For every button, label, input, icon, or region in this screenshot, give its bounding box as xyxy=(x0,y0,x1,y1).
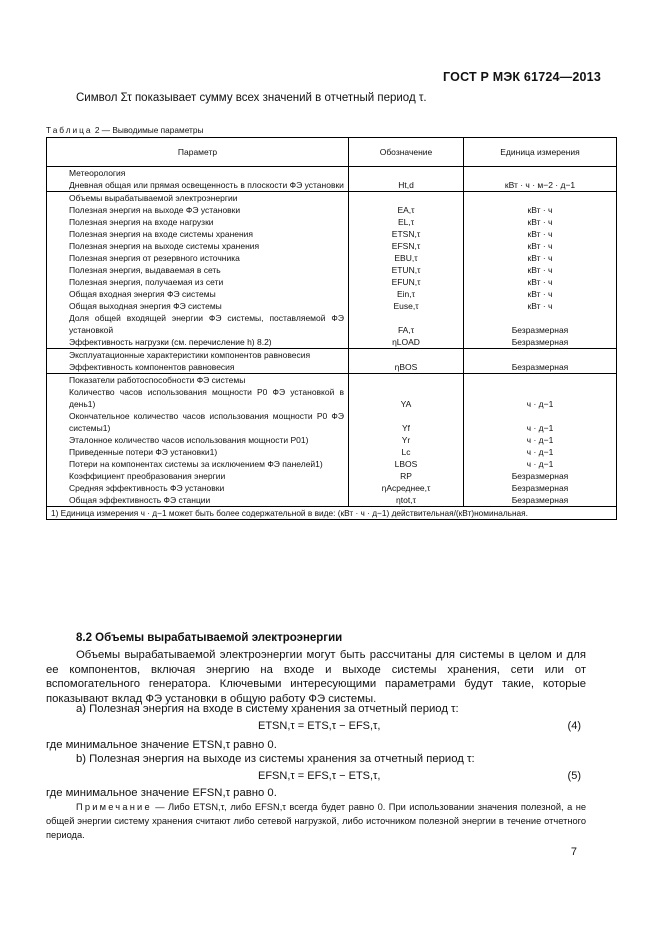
section-intro: Объемы вырабатываемой электроэнергии могут быть рассчитаны для системы в целом и для ее компонентов, включая энергию на входе и выходе системы хранения, сети или от вспомогательного генератора. Ключевыми интересующими параметрами будут такие, которые показывают вклад ФЭ установки в общую работу ФЭ системы. xyxy=(46,649,586,705)
unit-cell xyxy=(464,374,617,387)
parameter-cell xyxy=(47,470,349,482)
table-row xyxy=(47,216,617,228)
table-row xyxy=(47,300,617,312)
table-caption-title: 2 — Выводимые параметры xyxy=(92,125,204,135)
symbol-cell-text: ηtot,τ xyxy=(396,495,416,505)
table-row xyxy=(47,204,617,216)
unit-cell xyxy=(464,216,617,228)
unit-cell xyxy=(464,264,617,276)
parameter-cell-text: Метеорология xyxy=(69,168,126,178)
unit-cell-text: Безразмерная xyxy=(511,471,569,481)
parameter-cell-text: Объемы вырабатываемой электроэнергии xyxy=(69,193,238,203)
unit-cell-text: кВт · ч xyxy=(527,301,553,311)
unit-cell xyxy=(464,361,617,374)
unit-cell xyxy=(464,192,617,205)
symbol-cell-text: Yr xyxy=(401,435,411,445)
parameter-cell xyxy=(47,288,349,300)
unit-cell xyxy=(464,336,617,349)
parameter-cell-text: Общая входная энергия ФЭ системы xyxy=(69,289,216,299)
symbol-cell xyxy=(349,228,464,240)
unit-cell-text: ч · д−1 xyxy=(526,423,554,433)
symbol-cell xyxy=(349,361,464,374)
unit-cell-text: кВт · ч xyxy=(527,229,553,239)
parameter-cell-text: Эксплуатационные характеристики компонентов равновесия xyxy=(69,350,311,360)
table-row xyxy=(47,434,617,446)
table-group-heading-row xyxy=(47,374,617,387)
unit-cell-text: кВт · ч xyxy=(527,289,553,299)
note-text: — Либо ETSN,τ, либо EFSN,τ всегда будет равно 0. При использовании значения полезной, а не общей энергии систему хранения считают либо сетевой нагрузкой, либо источником полезной энергии в течение отчетного периода. xyxy=(46,802,586,840)
item-b: b) Полезная энергия на выходе из системы хранения за отчетный период τ: xyxy=(76,753,475,765)
parameter-cell-text: Окончательное количество часов использования мощности P0 ФЭ системы1) xyxy=(69,411,344,433)
table-row xyxy=(47,494,617,507)
symbol-cell-text: Yf xyxy=(401,423,411,433)
parameter-cell-text: Показатели работоспособности ФЭ системы xyxy=(69,375,246,385)
parameter-cell xyxy=(47,312,349,336)
symbol-cell-text: EBU,τ xyxy=(394,253,418,263)
unit-cell xyxy=(464,252,617,264)
table-group-heading-row xyxy=(47,349,617,362)
unit-cell xyxy=(464,410,617,434)
unit-cell-text: Безразмерная xyxy=(511,325,569,335)
table-group-heading-row xyxy=(47,167,617,180)
symbol-cell xyxy=(349,374,464,387)
symbol-cell xyxy=(349,252,464,264)
parameter-cell-text: Эталонное количество часов использования мощности P01) xyxy=(69,435,309,445)
parameter-cell-text: Коэффициент преобразования энергии xyxy=(69,471,226,481)
after-item-b: где минимальное значение EFSN,τ равно 0. xyxy=(46,787,277,799)
parameter-cell-text: Количество часов использования мощности P0 ФЭ установкой в день1) xyxy=(69,387,344,409)
unit-cell xyxy=(464,458,617,470)
parameter-cell xyxy=(47,386,349,410)
unit-cell xyxy=(464,288,617,300)
symbol-cell xyxy=(349,312,464,336)
parameter-cell xyxy=(47,252,349,264)
symbol-cell xyxy=(349,179,464,192)
symbol-cell-text: ηBOS xyxy=(394,362,418,372)
parameter-cell xyxy=(47,434,349,446)
parameter-cell-text: Потери на компонентах системы за исключением ФЭ панелей1) xyxy=(69,459,323,469)
unit-cell xyxy=(464,228,617,240)
unit-cell-text: кВт · ч xyxy=(527,265,553,275)
unit-cell-text: ч · д−1 xyxy=(526,447,554,457)
unit-cell-text: Безразмерная xyxy=(511,483,569,493)
equation-4-number: (4) xyxy=(567,720,581,732)
symbol-cell-text: Euse,τ xyxy=(393,301,419,311)
symbol-cell-text: Ht,d xyxy=(398,180,414,190)
unit-cell xyxy=(464,179,617,192)
parameter-cell xyxy=(47,482,349,494)
symbol-cell xyxy=(349,264,464,276)
unit-cell-text: ч · д−1 xyxy=(526,435,554,445)
unit-cell-text: кВт · ч · м−2 · д−1 xyxy=(504,180,576,190)
table-row xyxy=(47,264,617,276)
symbol-cell-text: RP xyxy=(400,471,412,481)
unit-cell xyxy=(464,300,617,312)
table-row xyxy=(47,179,617,192)
unit-cell-text: кВт · ч xyxy=(527,277,553,287)
col-header-parameter: Параметр xyxy=(47,138,349,167)
parameter-cell xyxy=(47,494,349,507)
unit-cell xyxy=(464,276,617,288)
parameter-cell xyxy=(47,300,349,312)
equation-4: ETSN,τ = ETS,τ − EFS,τ, xyxy=(258,720,381,732)
parameter-cell-text: Общая выходная энергия ФЭ системы xyxy=(69,301,222,311)
table-row xyxy=(47,386,617,410)
parameter-cell-text: Полезная энергия, выдаваемая в сеть xyxy=(69,265,221,275)
table-row xyxy=(47,288,617,300)
parameter-cell-text: Полезная энергия на входе системы хранения xyxy=(69,229,254,239)
symbol-cell xyxy=(349,494,464,507)
unit-cell xyxy=(464,482,617,494)
unit-cell xyxy=(464,167,617,180)
unit-cell-text: кВт · ч xyxy=(527,217,553,227)
symbol-cell xyxy=(349,276,464,288)
table-row xyxy=(47,361,617,374)
parameter-cell-text: Дневная общая или прямая освещенность в плоскости ФЭ установки xyxy=(69,180,344,190)
table-row xyxy=(47,446,617,458)
parameter-cell-text: Полезная энергия, получаемая из сети xyxy=(69,277,224,287)
parameter-cell-text: Полезная энергия на входе нагрузки xyxy=(69,217,214,227)
table-row xyxy=(47,410,617,434)
note-label: Примечание xyxy=(76,802,152,812)
symbol-description: Символ Στ показывает сумму всех значений в отчетный период τ. xyxy=(76,92,427,104)
symbol-cell-text: ηLOAD xyxy=(392,337,420,347)
equation-5-number: (5) xyxy=(567,770,581,782)
symbol-cell xyxy=(349,482,464,494)
unit-cell xyxy=(464,494,617,507)
table-footnote: 1) Единица измерения ч · д−1 может быть более содержательной в виде: (кВт · ч · д−1) действительная/(кВт)номинальная. xyxy=(47,507,617,520)
unit-cell-text: ч · д−1 xyxy=(526,459,554,469)
unit-cell-text: Безразмерная xyxy=(511,362,569,372)
symbol-cell xyxy=(349,300,464,312)
table-row xyxy=(47,276,617,288)
table-row xyxy=(47,312,617,336)
symbol-cell-text: Ein,τ xyxy=(396,289,415,299)
symbol-cell xyxy=(349,446,464,458)
symbol-cell-text: ETSN,τ xyxy=(391,229,421,239)
parameter-cell xyxy=(47,216,349,228)
parameter-cell-text: Средняя эффективность ФЭ установки xyxy=(69,483,225,493)
unit-cell-text: Безразмерная xyxy=(511,495,569,505)
col-header-unit: Единица измерения xyxy=(464,138,617,167)
table-row xyxy=(47,482,617,494)
symbol-cell-text: EA,τ xyxy=(397,205,415,215)
parameter-cell xyxy=(47,204,349,216)
equation-5: EFSN,τ = EFS,τ − ETS,τ, xyxy=(258,770,381,782)
table-caption xyxy=(46,125,203,135)
symbol-cell-text: YA xyxy=(400,399,412,409)
parameter-cell-text: Приведенные потери ФЭ установки1) xyxy=(69,447,218,457)
section-title: 8.2 Объемы вырабатываемой электроэнергии xyxy=(76,632,343,644)
symbol-cell xyxy=(349,349,464,362)
parameter-cell xyxy=(47,240,349,252)
derived-parameters-table xyxy=(46,137,617,520)
symbol-cell xyxy=(349,470,464,482)
symbol-cell-text: EL,τ xyxy=(397,217,415,227)
parameter-cell xyxy=(47,349,349,362)
symbol-cell-text: ETUN,τ xyxy=(391,265,421,275)
table-row xyxy=(47,252,617,264)
symbol-cell xyxy=(349,216,464,228)
symbol-cell xyxy=(349,204,464,216)
parameter-cell-text: Доля общей входящей энергии ФЭ системы, поставляемой ФЭ установкой xyxy=(69,313,344,335)
table-caption-label: Таблица xyxy=(46,125,93,135)
table-row xyxy=(47,240,617,252)
symbol-cell-text: EFSN,τ xyxy=(391,241,421,251)
parameter-cell xyxy=(47,361,349,374)
unit-cell xyxy=(464,446,617,458)
note xyxy=(46,800,586,842)
symbol-cell xyxy=(349,434,464,446)
table-row xyxy=(47,228,617,240)
unit-cell-text: ч · д−1 xyxy=(526,399,554,409)
parameter-cell xyxy=(47,276,349,288)
unit-cell-text: кВт · ч xyxy=(527,205,553,215)
parameter-cell-text: Полезная энергия на выходе ФЭ установки xyxy=(69,205,241,215)
unit-cell xyxy=(464,386,617,410)
parameter-cell xyxy=(47,458,349,470)
symbol-cell xyxy=(349,167,464,180)
unit-cell xyxy=(464,204,617,216)
parameter-cell xyxy=(47,264,349,276)
unit-cell xyxy=(464,349,617,362)
parameter-cell xyxy=(47,374,349,387)
page-number: 7 xyxy=(570,846,577,858)
symbol-cell xyxy=(349,288,464,300)
symbol-cell xyxy=(349,240,464,252)
table-group-heading-row xyxy=(47,192,617,205)
parameter-cell-text: Общая эффективность ФЭ станции xyxy=(69,495,211,505)
unit-cell xyxy=(464,312,617,336)
symbol-cell-text: LBOS xyxy=(394,459,418,469)
symbol-cell xyxy=(349,458,464,470)
table-row xyxy=(47,458,617,470)
unit-cell xyxy=(464,470,617,482)
parameter-cell xyxy=(47,446,349,458)
unit-cell-text: кВт · ч xyxy=(527,241,553,251)
table-row xyxy=(47,336,617,349)
parameter-cell xyxy=(47,410,349,434)
parameter-cell-text: Полезная энергия от резервного источника xyxy=(69,253,240,263)
standard-header: ГОСТ Р МЭК 61724—2013 xyxy=(443,70,601,84)
symbol-cell xyxy=(349,192,464,205)
unit-cell-text: Безразмерная xyxy=(511,337,569,347)
item-a: a) Полезная энергия на входе в систему хранения за отчетный период τ: xyxy=(76,703,459,715)
after-item-a: где минимальное значение ETSN,τ равно 0. xyxy=(46,739,277,751)
unit-cell-text: кВт · ч xyxy=(527,253,553,263)
unit-cell xyxy=(464,240,617,252)
parameter-cell-text: Эффективность компонентов равновесия xyxy=(69,362,235,372)
table-row xyxy=(47,470,617,482)
symbol-cell-text: EFUN,τ xyxy=(391,277,421,287)
symbol-cell-text: Lc xyxy=(401,447,411,457)
parameter-cell-text: Полезная энергия на выходе системы хранения xyxy=(69,241,260,251)
parameter-cell xyxy=(47,179,349,192)
symbol-cell xyxy=(349,336,464,349)
col-header-symbol: Обозначение xyxy=(349,138,464,167)
parameter-cell xyxy=(47,192,349,205)
symbol-cell xyxy=(349,386,464,410)
parameter-cell xyxy=(47,228,349,240)
parameter-cell-text: Эффективность нагрузки (см. перечисление h) 8.2) xyxy=(69,337,272,347)
unit-cell xyxy=(464,434,617,446)
parameter-cell xyxy=(47,336,349,349)
symbol-cell-text: ηAсреднее,τ xyxy=(381,483,431,493)
symbol-cell-text: FA,τ xyxy=(397,325,415,335)
symbol-cell xyxy=(349,410,464,434)
parameter-cell xyxy=(47,167,349,180)
